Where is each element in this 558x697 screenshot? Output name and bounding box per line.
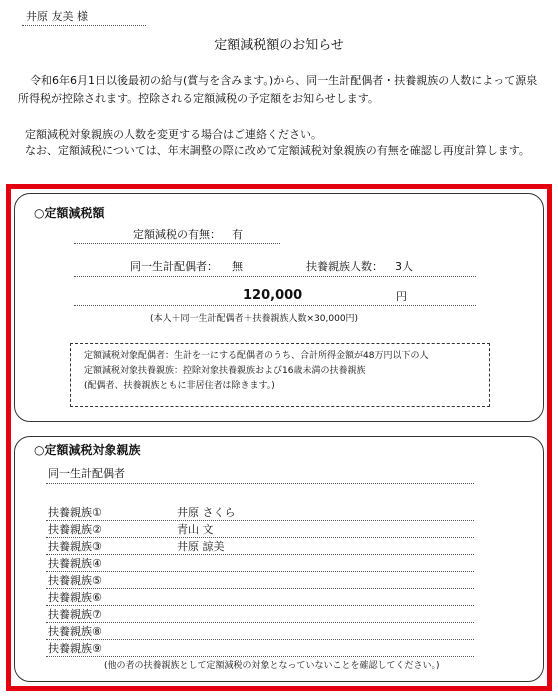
tax-section-heading: ○定額減税額 xyxy=(34,206,105,220)
spouse-label: 同一生計配偶者： xyxy=(130,260,218,273)
dependent-row xyxy=(46,572,474,589)
tax-amount-unit: 円 xyxy=(396,290,407,303)
dependent-name: 井原 さくら xyxy=(177,506,236,519)
dependents-count-value: 3人 xyxy=(395,260,413,273)
eligibility-underline xyxy=(74,243,280,244)
definition-spouse: 定額減税対象配偶者：生計を一にする配偶者のうち、合計所得金額が48万円以下の人 xyxy=(84,351,429,361)
recipient-name: 井原 友美 様 xyxy=(22,8,146,26)
dependent-label: 扶養親族② xyxy=(48,523,102,536)
family-section-heading: ○定額減税対象親族 xyxy=(34,443,141,457)
dependent-label: 扶養親族⑤ xyxy=(48,574,102,587)
dependents-count-label: 扶養親族人数： xyxy=(306,260,383,273)
dependent-name: 青山 文 xyxy=(177,523,214,536)
dependent-label: 扶養親族⑧ xyxy=(48,625,102,638)
intro-line-1: 令和6年6月1日以後最初の給与(賞与を含みます。)から、同一生計配偶者・扶養親族の人数によって源泉 xyxy=(30,74,538,87)
eligibility-value: 有 xyxy=(232,228,243,241)
family-footnote: (他の者の扶養親族として定額減税の対象となっていないことを確認してください。) xyxy=(104,661,440,671)
dependent-label: 扶養親族④ xyxy=(48,557,102,570)
notes xyxy=(25,127,545,159)
spouse-underline xyxy=(74,276,476,277)
definition-dependents: 定額減税対象扶養親族：控除対象扶養親族および16歳未満の扶養親族 xyxy=(84,366,366,376)
dependent-label: 扶養親族⑨ xyxy=(48,642,102,655)
dependent-row xyxy=(46,606,474,623)
dependent-label: 扶養親族⑥ xyxy=(48,591,102,604)
dependent-name: 井原 諒美 xyxy=(177,540,225,553)
page-title: 定額減税額のお知らせ xyxy=(214,38,344,53)
dependent-label: 扶養親族③ xyxy=(48,540,102,553)
note-1: 定額減税対象親族の人数を変更する場合はご連絡ください。 xyxy=(25,128,322,141)
amount-underline xyxy=(74,305,476,306)
family-spouse-underline xyxy=(46,483,474,484)
note-2: なお、定額減税については、年末調整の際に改めて定額減税対象親族の有無を確認し再度計算します。 xyxy=(25,144,530,157)
dependent-row xyxy=(46,555,474,572)
dependent-label: 扶養親族⑦ xyxy=(48,608,102,621)
intro-line-2: 所得税が控除されます。控除される定額減税の予定額をお知らせします。 xyxy=(18,92,379,105)
intro-paragraph xyxy=(18,72,543,108)
dependent-row xyxy=(46,589,474,606)
amount-formula: (本人＋同一生計配偶者＋扶養親族人数×30,000円) xyxy=(150,314,359,324)
dependent-row xyxy=(46,538,474,555)
dependent-label: 扶養親族① xyxy=(48,506,102,519)
family-spouse-label: 同一生計配偶者 xyxy=(48,467,125,480)
spouse-value: 無 xyxy=(232,260,243,273)
eligibility-label: 定額減税の有無： xyxy=(133,228,221,241)
dependent-row xyxy=(46,504,474,521)
tax-amount: 120,000 xyxy=(243,288,303,303)
definition-exclusion: (配偶者、扶養親族ともに非居住者は除きます。) xyxy=(84,381,275,391)
dependent-row xyxy=(46,623,474,640)
dependent-row xyxy=(46,640,474,657)
dependent-row xyxy=(46,521,474,538)
